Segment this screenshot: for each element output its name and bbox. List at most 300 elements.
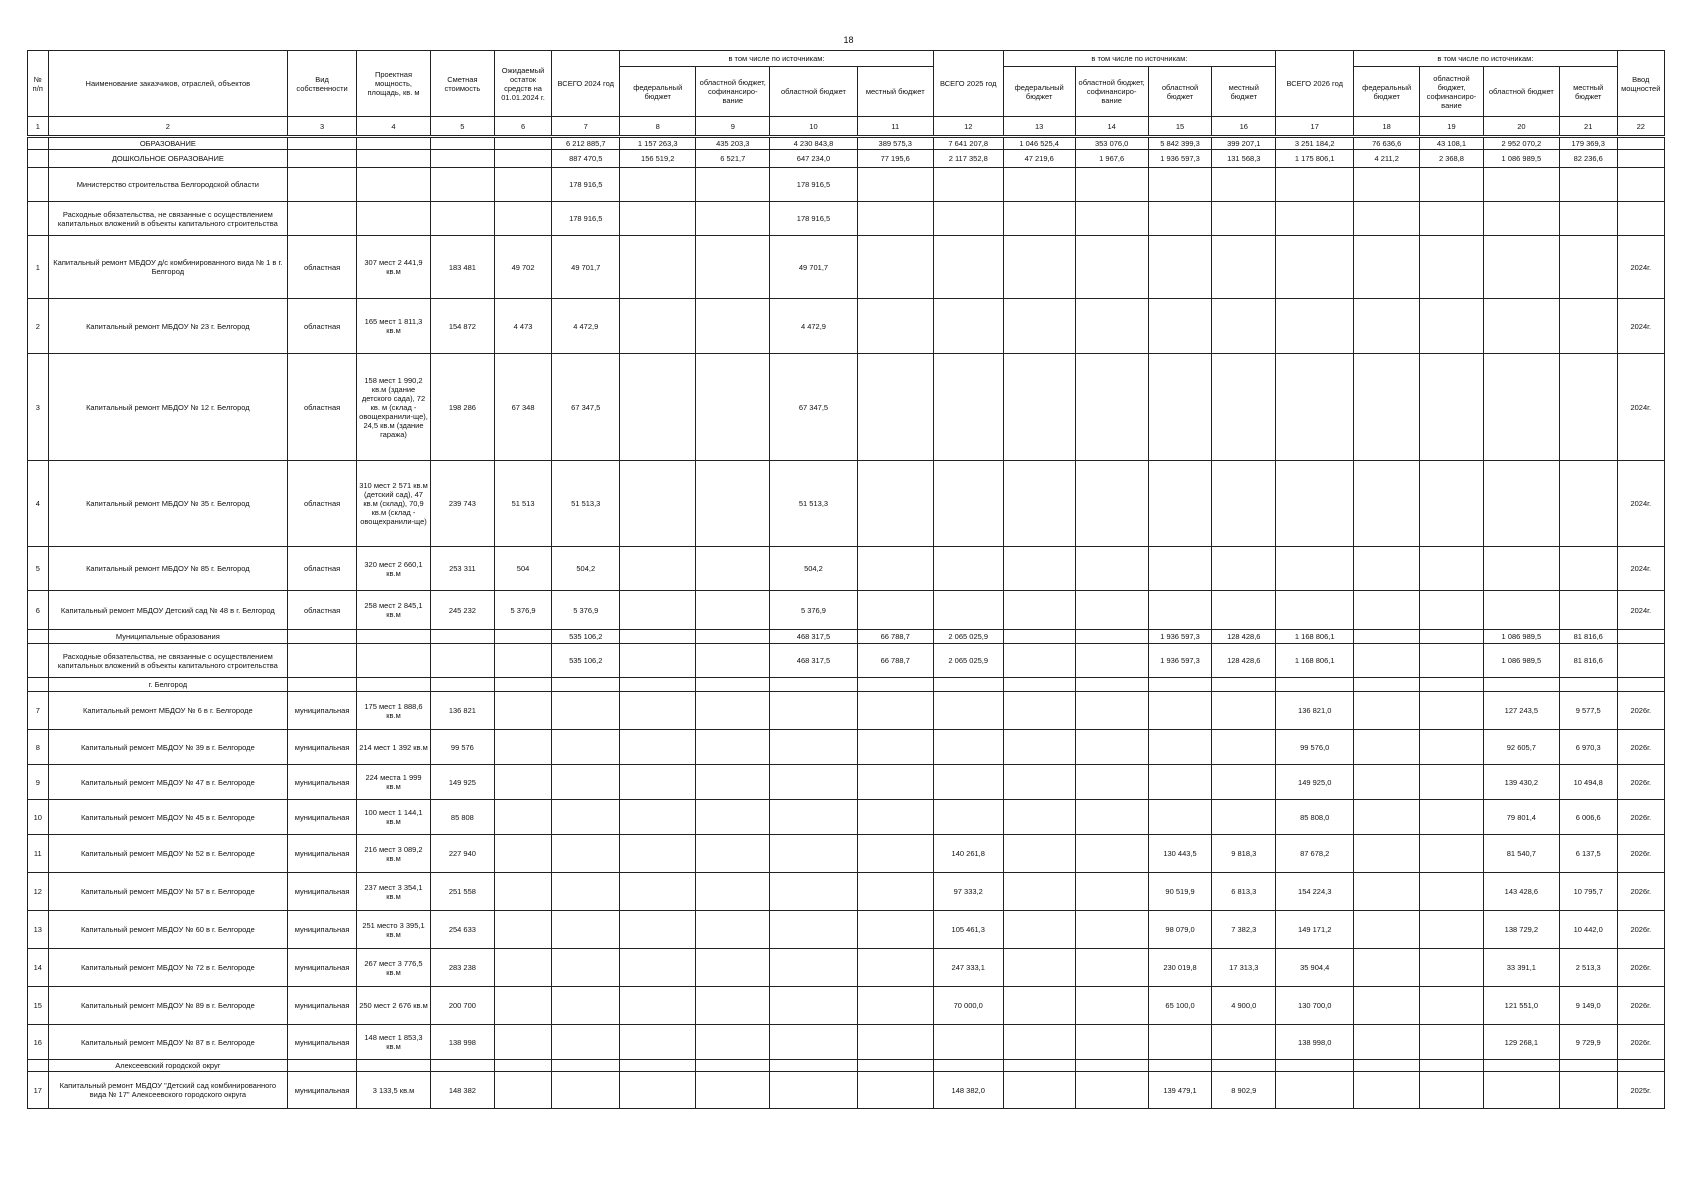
header-commissioning: Ввод мощностей (1617, 51, 1664, 117)
table-cell (1148, 547, 1212, 591)
table-cell (1212, 765, 1276, 800)
table-cell: 178 916,5 (552, 168, 620, 202)
header-capacity: Проектная мощность, площадь, кв. м (357, 51, 431, 117)
table-cell (1075, 1025, 1148, 1060)
row-number (28, 678, 49, 692)
table-cell: 239 743 (431, 461, 495, 547)
capacity-cell (357, 678, 431, 692)
header-regional-2024: областной бюджет (770, 67, 857, 117)
column-number: 20 (1483, 117, 1559, 137)
capacity-cell: 100 мест 1 144,1 кв.м (357, 800, 431, 835)
table-cell (620, 678, 696, 692)
table-cell (770, 1060, 857, 1072)
table-cell (1148, 236, 1212, 299)
table-cell: 4 472,9 (552, 299, 620, 354)
table-cell: 535 106,2 (552, 644, 620, 678)
table-cell (696, 644, 770, 678)
table-cell: 127 243,5 (1483, 692, 1559, 730)
table-cell (1276, 299, 1354, 354)
table-cell (494, 692, 552, 730)
table-cell (1354, 692, 1420, 730)
table-cell (620, 644, 696, 678)
ownership-cell (288, 137, 357, 150)
table-cell: 9 818,3 (1212, 835, 1276, 873)
table-cell (933, 591, 1003, 630)
table-cell (1559, 461, 1617, 547)
table-cell: 99 576,0 (1276, 730, 1354, 765)
table-cell: 149 925,0 (1276, 765, 1354, 800)
table-cell (1075, 168, 1148, 202)
table-cell (620, 461, 696, 547)
row-number (28, 168, 49, 202)
header-num: № п/п (28, 51, 49, 117)
column-number: 16 (1212, 117, 1276, 137)
table-cell: 1 168 806,1 (1276, 630, 1354, 644)
table-cell (1003, 168, 1075, 202)
table-cell (1148, 1025, 1212, 1060)
table-cell: 138 998,0 (1276, 1025, 1354, 1060)
table-row (28, 800, 1665, 835)
object-name: Капитальный ремонт МБДОУ № 89 в г. Белгороде (48, 987, 288, 1025)
table-cell (1212, 591, 1276, 630)
table-cell (1075, 1072, 1148, 1109)
table-cell (1483, 1060, 1559, 1072)
table-cell: 130 443,5 (1148, 835, 1212, 873)
header-remainder: Ожидаемый остаток средств на 01.01.2024 г. (494, 51, 552, 117)
header-local-2026: местный бюджет (1559, 67, 1617, 117)
table-cell: 154 872 (431, 299, 495, 354)
table-cell (1003, 1025, 1075, 1060)
table-cell (620, 591, 696, 630)
row-number: 9 (28, 765, 49, 800)
column-number: 7 (552, 117, 620, 137)
table-cell (1003, 591, 1075, 630)
table-cell (857, 949, 933, 987)
object-name: Капитальный ремонт МБДОУ № 23 г. Белгород (48, 299, 288, 354)
table-cell (1559, 547, 1617, 591)
ownership-cell: муниципальная (288, 730, 357, 765)
table-cell (1420, 236, 1484, 299)
table-cell (494, 835, 552, 873)
header-sources-2026: в том числе по источникам: (1354, 51, 1617, 67)
table-cell (1003, 835, 1075, 873)
table-row (28, 692, 1665, 730)
capacity-cell: 3 133,5 кв.м (357, 1072, 431, 1109)
table-cell (431, 168, 495, 202)
table-cell (1003, 354, 1075, 461)
table-cell: 6 521,7 (696, 150, 770, 168)
section-row (28, 630, 1665, 644)
table-cell (552, 1072, 620, 1109)
ownership-cell: муниципальная (288, 949, 357, 987)
table-cell (494, 911, 552, 949)
table-cell (857, 1072, 933, 1109)
commissioning-cell: 2024г. (1617, 299, 1664, 354)
table-cell (620, 168, 696, 202)
table-cell (1276, 461, 1354, 547)
table-cell (770, 800, 857, 835)
commissioning-cell: 2024г. (1617, 461, 1664, 547)
table-cell (857, 461, 933, 547)
table-cell (1003, 461, 1075, 547)
table-cell: 5 376,9 (770, 591, 857, 630)
ownership-cell (288, 168, 357, 202)
table-cell: 136 821,0 (1276, 692, 1354, 730)
table-cell (1559, 354, 1617, 461)
commissioning-cell: 2026г. (1617, 692, 1664, 730)
ownership-cell: областная (288, 591, 357, 630)
ownership-cell (288, 1060, 357, 1072)
table-cell (1420, 202, 1484, 236)
table-cell (494, 730, 552, 765)
commissioning-cell: 2024г. (1617, 354, 1664, 461)
column-number: 4 (357, 117, 431, 137)
table-cell (770, 835, 857, 873)
table-row (28, 1025, 1665, 1060)
table-cell (770, 987, 857, 1025)
table-cell: 245 232 (431, 591, 495, 630)
table-cell: 85 808 (431, 800, 495, 835)
table-cell: 51 513,3 (770, 461, 857, 547)
table-cell (1003, 800, 1075, 835)
table-cell: 1 086 989,5 (1483, 644, 1559, 678)
table-cell (857, 730, 933, 765)
table-cell (1559, 202, 1617, 236)
table-cell: 65 100,0 (1148, 987, 1212, 1025)
ownership-cell: муниципальная (288, 800, 357, 835)
ownership-cell (288, 678, 357, 692)
ownership-cell (288, 644, 357, 678)
table-cell (1276, 591, 1354, 630)
header-local-2025: местный бюджет (1212, 67, 1276, 117)
table-cell (552, 765, 620, 800)
table-cell (552, 873, 620, 911)
ownership-cell: областная (288, 461, 357, 547)
section-title: Министерство строительства Белгородской области (48, 168, 288, 202)
object-name: Капитальный ремонт МБДОУ № 45 в г. Белгороде (48, 800, 288, 835)
row-number (28, 644, 49, 678)
commissioning-cell (1617, 150, 1664, 168)
table-cell (1148, 299, 1212, 354)
table-cell (620, 987, 696, 1025)
commissioning-cell: 2026г. (1617, 800, 1664, 835)
table-cell (1003, 873, 1075, 911)
table-row (28, 987, 1665, 1025)
table-cell (770, 678, 857, 692)
table-cell (1354, 547, 1420, 591)
table-cell (770, 911, 857, 949)
column-number: 2 (48, 117, 288, 137)
table-cell: 82 236,6 (1559, 150, 1617, 168)
table-cell (620, 630, 696, 644)
table-cell (696, 299, 770, 354)
table-cell (933, 168, 1003, 202)
row-number: 17 (28, 1072, 49, 1109)
table-cell (431, 137, 495, 150)
table-row (28, 949, 1665, 987)
table-cell (620, 800, 696, 835)
table-cell: 2 513,3 (1559, 949, 1617, 987)
table-cell (1075, 547, 1148, 591)
table-cell (494, 630, 552, 644)
table-cell (1354, 911, 1420, 949)
table-cell (620, 949, 696, 987)
table-cell (1276, 547, 1354, 591)
table-cell: 149 925 (431, 765, 495, 800)
table-cell (1075, 461, 1148, 547)
row-number: 6 (28, 591, 49, 630)
commissioning-cell (1617, 168, 1664, 202)
capacity-cell: 250 мест 2 676 кв.м (357, 987, 431, 1025)
table-cell (494, 800, 552, 835)
table-cell: 67 348 (494, 354, 552, 461)
table-cell: 85 808,0 (1276, 800, 1354, 835)
table-cell (1003, 547, 1075, 591)
table-cell (552, 800, 620, 835)
capacity-cell (357, 644, 431, 678)
row-number: 11 (28, 835, 49, 873)
object-name: Капитальный ремонт МБДОУ № 72 в г. Белгороде (48, 949, 288, 987)
row-number (28, 150, 49, 168)
table-cell (1212, 1025, 1276, 1060)
ownership-cell: муниципальная (288, 692, 357, 730)
table-cell (696, 202, 770, 236)
table-cell: 198 286 (431, 354, 495, 461)
table-cell (494, 765, 552, 800)
table-cell (1354, 644, 1420, 678)
table-cell (696, 730, 770, 765)
table-cell: 1 157 263,3 (620, 137, 696, 150)
table-cell (494, 1025, 552, 1060)
table-cell (857, 202, 933, 236)
table-cell (933, 800, 1003, 835)
section-row (28, 150, 1665, 168)
table-cell (1483, 547, 1559, 591)
table-cell (494, 150, 552, 168)
table-cell: 49 702 (494, 236, 552, 299)
table-cell (1075, 692, 1148, 730)
table-cell: 504,2 (770, 547, 857, 591)
table-row (28, 873, 1665, 911)
commissioning-cell (1617, 137, 1664, 150)
table-cell: 435 203,3 (696, 137, 770, 150)
table-cell (857, 168, 933, 202)
section-title: ОБРАЗОВАНИЕ (48, 137, 288, 150)
table-cell (770, 765, 857, 800)
section-title: Муниципальные образования (48, 630, 288, 644)
table-cell (1483, 202, 1559, 236)
row-number: 5 (28, 547, 49, 591)
header-regional-cofin-2026: областной бюджет, софинансиро-вание (1420, 67, 1484, 117)
table-cell: 139 430,2 (1483, 765, 1559, 800)
table-cell (1148, 1060, 1212, 1072)
table-cell (1075, 299, 1148, 354)
table-cell (1354, 1025, 1420, 1060)
table-cell: 66 788,7 (857, 644, 933, 678)
table-cell (696, 678, 770, 692)
table-cell: 128 428,6 (1212, 630, 1276, 644)
object-name: Капитальный ремонт МБДОУ № 52 в г. Белгороде (48, 835, 288, 873)
table-cell: 200 700 (431, 987, 495, 1025)
table-cell (1075, 236, 1148, 299)
header-total-2025: ВСЕГО 2025 год (933, 51, 1003, 117)
table-cell (1148, 591, 1212, 630)
table-cell: 1 936 597,3 (1148, 644, 1212, 678)
object-name: Капитальный ремонт МБДОУ № 47 в г. Белгороде (48, 765, 288, 800)
capacity-cell (357, 202, 431, 236)
table-cell (620, 873, 696, 911)
capacity-cell: 251 место 3 395,1 кв.м (357, 911, 431, 949)
table-cell (1148, 168, 1212, 202)
page-number: 18 (843, 35, 854, 45)
table-cell: 2 952 070,2 (1483, 137, 1559, 150)
header-ownership: Вид собственности (288, 51, 357, 117)
table-cell (1075, 873, 1148, 911)
table-cell: 2 065 025,9 (933, 644, 1003, 678)
commissioning-cell: 2026г. (1617, 873, 1664, 911)
table-cell: 131 568,3 (1212, 150, 1276, 168)
table-cell (1420, 730, 1484, 765)
table-cell (1276, 236, 1354, 299)
table-cell (857, 873, 933, 911)
table-cell (1212, 800, 1276, 835)
table-cell (933, 1025, 1003, 1060)
table-cell (933, 692, 1003, 730)
table-cell (1075, 911, 1148, 949)
table-cell: 51 513 (494, 461, 552, 547)
table-cell: 251 558 (431, 873, 495, 911)
table-cell: 7 641 207,8 (933, 137, 1003, 150)
table-cell (1354, 461, 1420, 547)
table-cell: 5 376,9 (552, 591, 620, 630)
commissioning-cell: 2026г. (1617, 1025, 1664, 1060)
table-cell: 1 086 989,5 (1483, 150, 1559, 168)
table-cell (431, 202, 495, 236)
capacity-cell: 165 мест 1 811,3 кв.м (357, 299, 431, 354)
table-cell (431, 630, 495, 644)
section-title: ДОШКОЛЬНОЕ ОБРАЗОВАНИЕ (48, 150, 288, 168)
table-cell: 121 551,0 (1483, 987, 1559, 1025)
section-row (28, 137, 1665, 150)
column-number: 18 (1354, 117, 1420, 137)
commissioning-cell: 2026г. (1617, 765, 1664, 800)
table-row (28, 835, 1665, 873)
table-cell: 156 519,2 (620, 150, 696, 168)
table-cell: 230 019,8 (1148, 949, 1212, 987)
commissioning-cell: 2026г. (1617, 949, 1664, 987)
table-cell: 1 936 597,3 (1148, 630, 1212, 644)
table-cell: 6 970,3 (1559, 730, 1617, 765)
table-cell: 4 473 (494, 299, 552, 354)
ownership-cell: муниципальная (288, 835, 357, 873)
header-federal-2026: федеральный бюджет (1354, 67, 1420, 117)
header-sources-2024: в том числе по источникам: (620, 51, 934, 67)
table-cell (1003, 730, 1075, 765)
header-sources-2025: в том числе по источникам: (1003, 51, 1275, 67)
table-cell: 5 376,9 (494, 591, 552, 630)
table-cell: 148 382 (431, 1072, 495, 1109)
table-cell: 77 195,6 (857, 150, 933, 168)
capacity-cell: 216 мест 3 089,2 кв.м (357, 835, 431, 873)
table-cell (1003, 299, 1075, 354)
table-cell: 81 816,6 (1559, 644, 1617, 678)
table-row (28, 591, 1665, 630)
table-cell (857, 1025, 933, 1060)
object-name: Капитальный ремонт МБДОУ № 60 в г. Белгороде (48, 911, 288, 949)
table-cell (933, 1060, 1003, 1072)
table-cell (620, 236, 696, 299)
table-cell (1354, 730, 1420, 765)
table-cell (770, 1025, 857, 1060)
table-cell: 254 633 (431, 911, 495, 949)
object-name: Капитальный ремонт МБДОУ № 87 в г. Белгороде (48, 1025, 288, 1060)
table-cell (1420, 168, 1484, 202)
table-cell: 148 382,0 (933, 1072, 1003, 1109)
row-number: 7 (28, 692, 49, 730)
table-cell (1420, 461, 1484, 547)
table-cell: 179 369,3 (1559, 137, 1617, 150)
table-cell: 4 472,9 (770, 299, 857, 354)
table-cell (1148, 202, 1212, 236)
table-cell (1003, 987, 1075, 1025)
capacity-cell: 307 мест 2 441,9 кв.м (357, 236, 431, 299)
commissioning-cell (1617, 202, 1664, 236)
table-cell (1276, 168, 1354, 202)
commissioning-cell (1617, 1060, 1664, 1072)
row-number: 4 (28, 461, 49, 547)
table-cell (696, 461, 770, 547)
table-cell (1003, 692, 1075, 730)
table-cell: 9 729,9 (1559, 1025, 1617, 1060)
table-cell (1420, 911, 1484, 949)
table-cell (696, 630, 770, 644)
table-cell: 81 540,7 (1483, 835, 1559, 873)
section-title: Расходные обязательства, не связанные с осуществлением капитальных вложений в объекты капитального строительства (48, 644, 288, 678)
table-row (28, 547, 1665, 591)
table-cell (1354, 630, 1420, 644)
table-cell (1276, 1072, 1354, 1109)
table-cell (1354, 765, 1420, 800)
table-cell (696, 911, 770, 949)
table-cell: 66 788,7 (857, 630, 933, 644)
row-number (28, 137, 49, 150)
table-cell (1420, 1060, 1484, 1072)
header-federal-2024: федеральный бюджет (620, 67, 696, 117)
commissioning-cell: 2025г. (1617, 1072, 1664, 1109)
table-cell: 1 046 525,4 (1003, 137, 1075, 150)
column-number: 15 (1148, 117, 1212, 137)
table-cell (1420, 591, 1484, 630)
table-cell (1354, 202, 1420, 236)
table-cell (552, 911, 620, 949)
table-cell (620, 1060, 696, 1072)
table-cell (933, 354, 1003, 461)
capacity-cell: 175 мест 1 888,6 кв.м (357, 692, 431, 730)
capacity-cell: 267 мест 3 776,5 кв.м (357, 949, 431, 987)
ownership-cell: муниципальная (288, 873, 357, 911)
table-cell (857, 236, 933, 299)
table-cell (1276, 1060, 1354, 1072)
table-cell: 4 211,2 (1354, 150, 1420, 168)
table-cell (1483, 354, 1559, 461)
table-cell (696, 1060, 770, 1072)
table-cell (431, 1060, 495, 1072)
table-cell: 504,2 (552, 547, 620, 591)
commissioning-cell: 2024г. (1617, 591, 1664, 630)
table-cell (494, 949, 552, 987)
table-row (28, 236, 1665, 299)
table-cell (696, 547, 770, 591)
